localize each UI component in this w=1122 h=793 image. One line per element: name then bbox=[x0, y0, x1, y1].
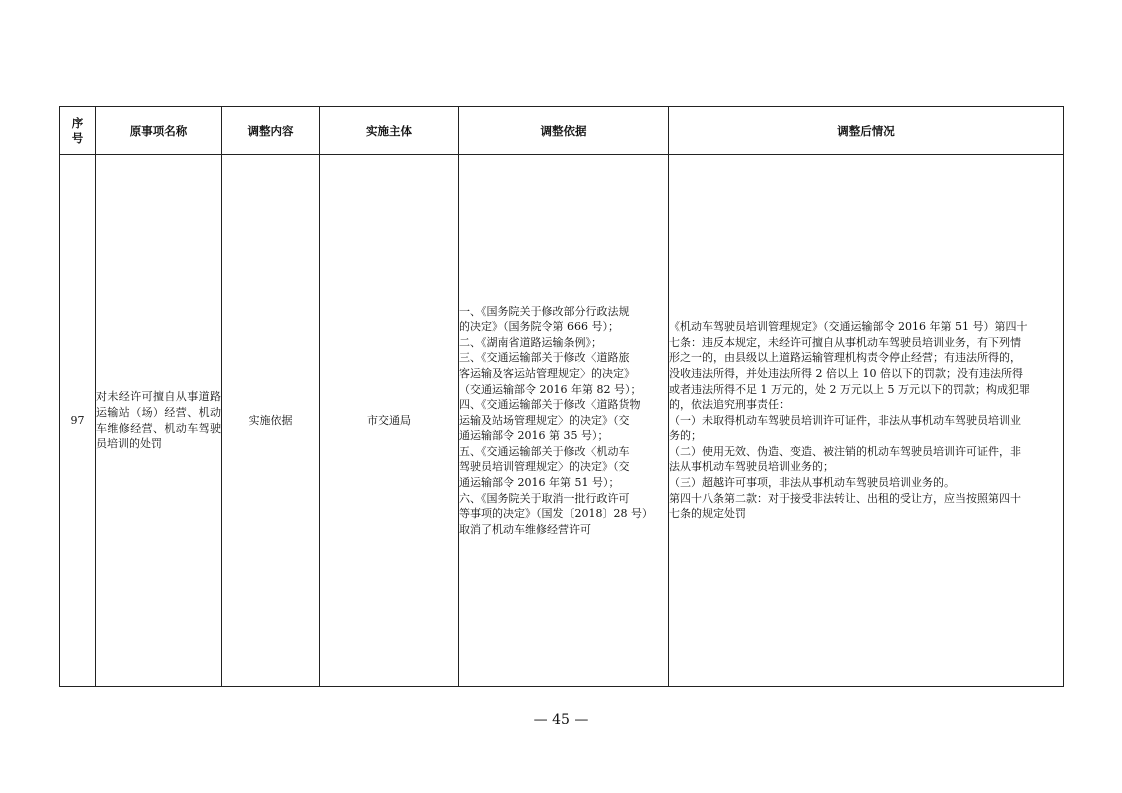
basis-line: 取消了机动车维修经营许可 bbox=[459, 522, 591, 536]
after-line: （一）未取得机动车驾驶员培训许可证件，非法从事机动车驾驶员培训业 bbox=[669, 413, 1021, 427]
basis-line: 等事项的决定》（国发〔2018〕28 号） bbox=[459, 507, 653, 521]
after-line: 形之一的，由县级以上道路运输管理机构责令停止经营；有违法所得的， bbox=[669, 351, 1021, 365]
header-adjustment-basis: 调整依据 bbox=[459, 107, 669, 155]
row-item-name: 对未经许可擅自从事道路运输站（场）经营、机动车维修经营、机动车驾驶员培训的处罚 bbox=[96, 155, 222, 687]
header-seq bbox=[60, 107, 96, 155]
after-line: 没收违法所得，并处违法所得 2 倍以上 10 倍以下的罚款；没有违法所得 bbox=[669, 366, 1023, 380]
basis-line: 三、《交通运输部关于修改〈道路旅 bbox=[459, 351, 630, 365]
basis-line: 四、《交通运输部关于修改〈道路货物 bbox=[459, 398, 641, 412]
adjustment-table bbox=[59, 106, 1064, 687]
basis-line: 六、《国务院关于取消一批行政许可 bbox=[459, 491, 630, 505]
row-post-adjustment bbox=[669, 155, 1064, 687]
row-seq: 97 bbox=[60, 155, 96, 687]
basis-line: 一、《国务院关于修改部分行政法规 bbox=[459, 304, 630, 318]
basis-line: 的决定》（国务院令第 666 号）； bbox=[459, 320, 619, 334]
basis-line: 二、《湖南省道路运输条例》； bbox=[459, 335, 602, 349]
after-line: 或者违法所得不足 1 万元的，处 2 万元以上 5 万元以下的罚款；构成犯罪 bbox=[669, 382, 1030, 396]
after-line: （二）使用无效、伪造、变造、被注销的机动车驾驶员培训许可证件，非 bbox=[669, 444, 1021, 458]
after-line: 的，依法追究刑事责任： bbox=[669, 398, 790, 412]
row-adjustment-basis bbox=[459, 155, 669, 687]
basis-line: 五、《交通运输部关于修改〈机动车 bbox=[459, 444, 630, 458]
header-seq-char-2: 号 bbox=[71, 130, 84, 145]
after-line: 务的； bbox=[669, 429, 702, 443]
row-adjustment-content: 实施依据 bbox=[222, 155, 320, 687]
basis-line: 驾驶员培训管理规定〉的决定》（交 bbox=[459, 460, 630, 474]
basis-line: 通运输部令 2016 第 35 号）； bbox=[459, 429, 609, 443]
basis-line: 客运输及客运站管理规定〉的决定》 bbox=[459, 366, 635, 380]
table-row bbox=[60, 155, 1064, 687]
after-line: （三）超越许可事项，非法从事机动车驾驶员培训业务的。 bbox=[669, 476, 955, 490]
after-line: 《机动车驾驶员培训管理规定》（交通运输部令 2016 年第 51 号）第四十 bbox=[669, 320, 1028, 334]
after-line: 七条的规定处罚 bbox=[669, 507, 746, 521]
header-item-name: 原事项名称 bbox=[96, 107, 222, 155]
header-implementing-subject: 实施主体 bbox=[320, 107, 459, 155]
page-number: — 45 — bbox=[533, 712, 589, 728]
basis-line: 运输及站场管理规定〉的决定》（交 bbox=[459, 413, 630, 427]
basis-line: 通运输部令 2016 年第 51 号）； bbox=[459, 476, 620, 490]
header-adjustment-content: 调整内容 bbox=[222, 107, 320, 155]
after-line: 法从事机动车驾驶员培训业务的； bbox=[669, 460, 834, 474]
after-line: 第四十八条第二款：对于接受非法转让、出租的受让方，应当按照第四十 bbox=[669, 491, 1021, 505]
header-seq-char-1: 序 bbox=[71, 115, 84, 130]
after-line: 七条：违反本规定，未经许可擅自从事机动车驾驶员培训业务，有下列情 bbox=[669, 335, 1021, 349]
basis-line: （交通运输部令 2016 年第 82 号）； bbox=[459, 382, 642, 396]
header-post-adjustment: 调整后情况 bbox=[669, 107, 1064, 155]
table-header-row bbox=[60, 107, 1064, 155]
row-implementing-subject: 市交通局 bbox=[320, 155, 459, 687]
